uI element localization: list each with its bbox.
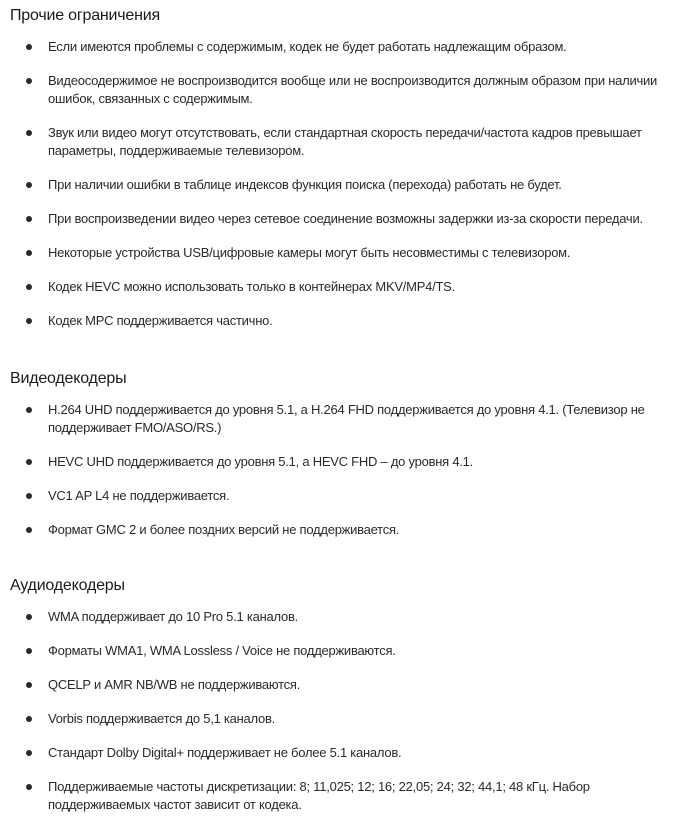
list-item-text: Стандарт Dolby Digital+ поддерживает не более 5.1 каналов. (48, 745, 402, 760)
list-item (0, 244, 698, 262)
list-item-text: Форматы WMA1, WMA Lossless / Voice не поддерживаются. (48, 643, 396, 658)
list-item (0, 176, 698, 194)
list-item-text: H.264 UHD поддерживается до уровня 5.1, а H.264 FHD поддерживается до уровня 4.1. (Телевизор не поддерживает FMO/ASO/RS.) (48, 402, 645, 435)
bullet-icon (26, 459, 32, 465)
section-title: Видеодекодеры (10, 370, 127, 387)
list-item (0, 521, 698, 539)
bullet-icon (26, 216, 32, 222)
list-item (0, 710, 698, 728)
list-item (0, 312, 698, 330)
list-item-text: Видеосодержимое не воспроизводится вообще или не воспроизводится должным образом при наличии ошибок, связанных с содержимым. (48, 73, 658, 106)
bullet-icon (26, 682, 32, 688)
list-item (0, 676, 698, 694)
bullet-icon (26, 750, 32, 756)
list-item-text: Кодек MPC поддерживается частично. (48, 313, 273, 328)
bullet-icon (26, 527, 32, 533)
bullet-icon (26, 784, 32, 790)
list-item (0, 642, 698, 660)
list-item (0, 72, 698, 108)
bullet-list (0, 38, 698, 330)
list-item (0, 778, 698, 814)
list-item (0, 453, 698, 471)
bullet-icon (26, 182, 32, 188)
bullet-list (0, 608, 698, 814)
list-item (0, 608, 698, 626)
list-item-text: WMA поддерживает до 10 Pro 5.1 каналов. (48, 609, 298, 624)
list-item-text: Кодек HEVC можно использовать только в контейнерах MKV/MP4/TS. (48, 279, 455, 294)
list-item (0, 744, 698, 762)
list-item-text: QCELP и AMR NB/WB не поддерживаются. (48, 677, 301, 692)
list-item-text: VC1 AP L4 не поддерживается. (48, 488, 230, 503)
section-video-decoders (0, 369, 698, 539)
bullet-icon (26, 44, 32, 50)
list-item-text: Некоторые устройства USB/цифровые камеры могут быть несовместимы с телевизором. (48, 245, 571, 260)
section-title: Прочие ограничения (10, 7, 160, 24)
bullet-icon (26, 493, 32, 499)
list-item-text: Формат GMC 2 и более поздних версий не поддерживается. (48, 522, 400, 537)
bullet-icon (26, 130, 32, 136)
list-item-text: Vorbis поддерживается до 5,1 каналов. (48, 711, 276, 726)
bullet-icon (26, 614, 32, 620)
list-item-text: Поддерживаемые частоты дискретизации: 8; 11,025; 12; 16; 22,05; 24; 32; 44,1; 48 кГц. Набор поддерживаемых частот зависит от кодека. (48, 779, 590, 812)
bullet-list (0, 401, 698, 539)
bullet-icon (26, 284, 32, 290)
list-item-text: При наличии ошибки в таблице индексов функция поиска (перехода) работать не будет. (48, 177, 562, 192)
bullet-icon (26, 78, 32, 84)
list-item-text: При воспроизведении видео через сетевое соединение возможны задержки из-за скорости передачи. (48, 211, 643, 226)
list-item (0, 38, 698, 56)
bullet-icon (26, 716, 32, 722)
list-item-text: Если имеются проблемы с содержимым, кодек не будет работать надлежащим образом. (48, 39, 567, 54)
bullet-icon (26, 250, 32, 256)
list-item (0, 487, 698, 505)
list-item (0, 401, 698, 437)
bullet-icon (26, 318, 32, 324)
section-title: Аудиодекодеры (10, 577, 125, 594)
list-item (0, 278, 698, 296)
bullet-icon (26, 407, 32, 413)
list-item-text: Звук или видео могут отсутствовать, если стандартная скорость передачи/частота кадров превышает параметры, поддерживаемые телевизором. (48, 125, 642, 158)
list-item (0, 210, 698, 228)
section-other-limitations (0, 6, 698, 330)
section-audio-decoders (0, 576, 698, 814)
bullet-icon (26, 648, 32, 654)
list-item-text: HEVC UHD поддерживается до уровня 5.1, а HEVC FHD – до уровня 4.1. (48, 454, 474, 469)
list-item (0, 124, 698, 160)
